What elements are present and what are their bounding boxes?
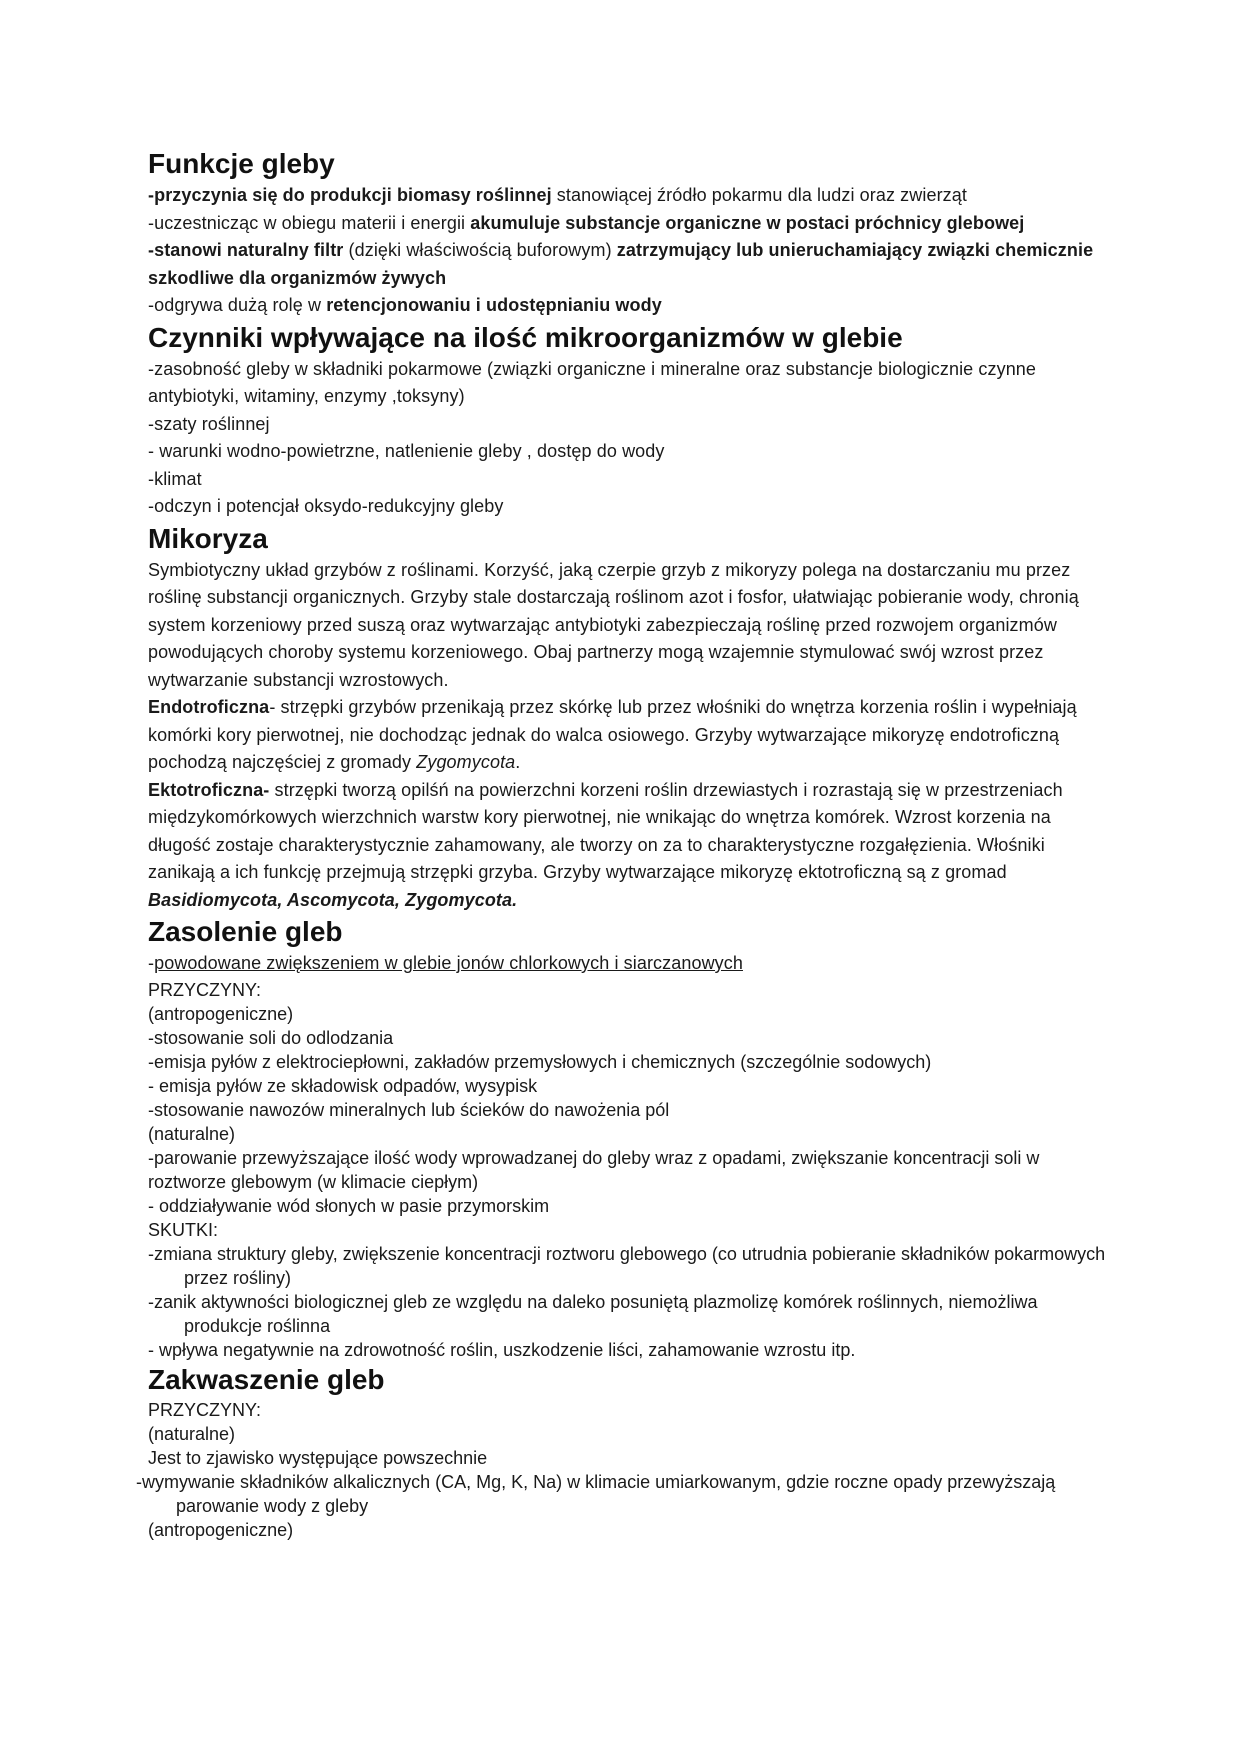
zakwaszenie-item-2: -wymywanie składników alkalicznych (CA, Mg, K, Na) w klimacie umiarkowanym, gdzie roczne opady przewyższają parowanie wody z gleby [136,1471,1056,1516]
zasolenie-skutki-item-2: -zanik aktywności biologicznej gleb ze względu na daleko posuniętą plazmolizę komórek roślinnych, niemożliwa produkcje roślinna [148,1291,1038,1336]
zasolenie-antrop-item-1: -stosowanie soli do odlodzania [148,1027,394,1048]
zasolenie-antrop-item-3: - emisja pyłów ze składowisk odpadów, wysypisk [148,1075,538,1096]
czynniki-item-5: -odczyn i potencjał oksydo-redukcyjny gleby [148,496,504,516]
czynniki-item-3: - warunki wodno-powietrzne, natlenienie gleby , dostęp do wody [148,441,665,461]
czynniki-item-2: -szaty roślinnej [148,413,270,434]
funkcje-item-1: -przyczynia się do produkcji biomasy roślinnej stanowiącej źródło pokarmu dla ludzi oraz zwierząt [148,185,967,205]
zasolenie-skutki-item-3: - wpływa negatywnie na zdrowotność roślin, uszkodzenie liści, zahamowanie wzrostu itp. [148,1339,856,1360]
zasolenie-skutki-label: SKUTKI: [148,1219,219,1240]
heading-czynniki: Czynniki wpływające na ilość mikroorganizmów w glebie [148,321,903,353]
zakwaszenie-antropogeniczne-label: (antropogeniczne) [148,1519,294,1540]
zakwaszenie-przyczyny-label: PRZYCZYNY: [148,1399,262,1420]
heading-zasolenie-gleb: Zasolenie gleb [148,916,343,947]
mikoryza-ektotroficzna: Ektotroficzna- strzępki tworzą opilśń na powierzchni korzeni roślin drzewiastych i rozrastają się w przestrzeniach międzykomórkowych wierzchnich warstw kory pierwotnej, nie wnikając do wnętrza komórek. Wzrost korzenia na długość zostaje charakterystycznie zahamowany, ale tworzy on za to charakterystyczne rozgałęzienia. Włośniki zanikają a ich funkcję przejmują strzępki grzyba. Grzyby wytwarzające mikoryzę ektotroficzną są z gromad Basidiomycota, Ascomycota, Zygomycota. [148,779,1063,910]
heading-funkcje-gleby: Funkcje gleby [148,148,335,179]
heading-mikoryza: Mikoryza [148,522,268,554]
mikoryza-endotroficzna: Endotroficzna- strzępki grzybów przenikają przez skórkę lub przez włośniki do wnętrza korzenia roślin i wypełniają komórki kory pierwotnej, nie dochodząc jednak do walca osiowego. Grzyby wytwarzające mikoryzę endotroficzną pochodzą najczęściej z gromady Zygomycota. [148,697,1077,772]
funkcje-item-4: -odgrywa dużą rolę w retencjonowaniu i udostępnianiu wody [148,295,662,315]
zasolenie-natur-item-2: - oddziaływanie wód słonych w pasie przymorskim [148,1195,550,1216]
zakwaszenie-naturalne-label: (naturalne) [148,1423,236,1444]
zasolenie-antrop-item-2: -emisja pyłów z elektrociepłowni, zakładów przemysłowych i chemicznych (szczególnie sodowych) [148,1051,932,1072]
zasolenie-antrop-item-4: -stosowanie nawozów mineralnych lub ścieków do nawożenia pól [148,1099,670,1120]
zasolenie-natur-item-1: -parowanie przewyższające ilość wody wprowadzanej do gleby wraz z opadami, zwiększanie koncentracji soli w roztworze glebowym (w klimacie ciepłym) [148,1147,1040,1192]
heading-zakwaszenie-gleb: Zakwaszenie gleb [148,1363,385,1395]
zakwaszenie-item-1: Jest to zjawisko występujące powszechnie [148,1447,488,1468]
czynniki-item-4: -klimat [148,468,202,489]
document-content [136,146,1108,1542]
czynniki-item-1: -zasobność gleby w składniki pokarmowe (związki organiczne i mineralne oraz substancje biologicznie czynne antybiotyki, witaminy, enzymy ,toksyny) [148,358,1037,406]
funkcje-item-2: -uczestnicząc w obiegu materii i energii akumuluje substancje organiczne w postaci próchnicy glebowej [148,212,1025,233]
funkcje-item-3: -stanowi naturalny filtr (dzięki właściwością buforowym) zatrzymujący lub unieruchamiający związki chemicznie szkodliwe dla organizmów żywych [148,240,1094,288]
mikoryza-paragraph: Symbiotyczny układ grzybów z roślinami. Korzyść, jaką czerpie grzyb z mikoryzy polega na dostarczaniu mu przez roślinę substancji organicznych. Grzyby stale dostarczają roślinom azot i fosfor, ułatwiając pobieranie wody, chronią system korzeniowy przed suszą oraz wytwarzając antybiotyki zabezpieczają roślinę przed rozwojem organizmów powodujących choroby systemu korzeniowego. Obaj partnerzy mogą wzajemnie stymulować swój wzrost przez wytwarzanie substancji wzrostowych. [148,559,1079,690]
zasolenie-naturalne-label: (naturalne) [148,1123,236,1144]
zasolenie-skutki-item-1: -zmiana struktury gleby, zwiększenie koncentracji roztworu glebowego (co utrudnia pobieranie składników pokarmowych przez rośliny) [148,1243,1106,1288]
zasolenie-antropogeniczne-label: (antropogeniczne) [148,1003,294,1024]
zasolenie-definition: -powodowane zwiększeniem w glebie jonów chlorkowych i siarczanowych [148,953,743,973]
zasolenie-przyczyny-label: PRZYCZYNY: [148,979,262,1000]
